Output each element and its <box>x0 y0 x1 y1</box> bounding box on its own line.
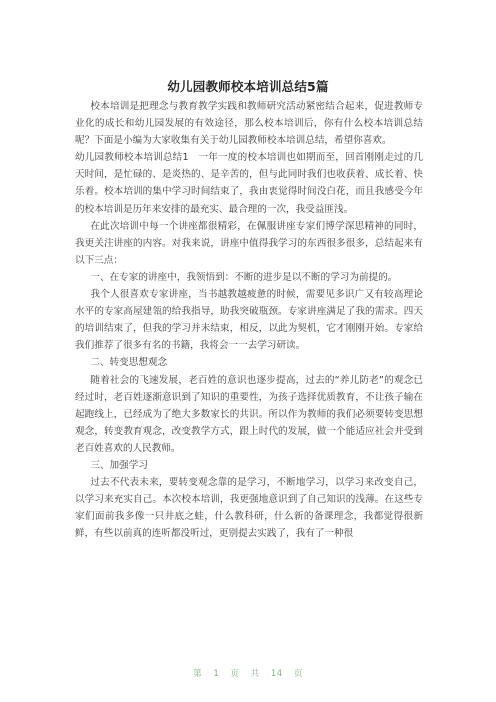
paragraph-summary-1: 幼儿园教师校本培训总结1 一年一度的校本培训也如期而至，回首刚刚走过的几天时间，是忙碌的、是炎热的、是辛苦的，但与此同时我们也收获着、成长着、快乐着。校本培训的集中学习时间结束了，我由衷觉得时间没白花，而且我感受今年的校本培训是历年来安排的最充实、最合理的一次，我受益匪浅。 <box>75 152 423 215</box>
paragraph-intro: 校本培训是把理念与教育教学实践和教师研究活动紧密结合起来，促进教师专业化的成长和幼儿园发展的有效途径，那么校本培训后，你有什么校本培训总结呢？下面是小编为大家收集有关于幼儿园教师校本培训总结，希望你喜欢。 <box>75 101 423 147</box>
section-heading-1: 一、在专家的讲座中，我领悟到：不断的进步是以不断的学习为前提的。 <box>90 271 398 283</box>
document-body <box>75 98 423 542</box>
paragraph-expert-lectures: 我个人很喜欢专家讲座，当书越教越疲惫的时候，需要见多识广又有较高理论水平的专家高屋建瓴的给我指导，助我突破瓶颈。专家讲座满足了我的需求。四天的培训结束了，但我的学习并未结束，相反，以此为契机，它才刚刚开始。专家给我们推荐了很多有名的书籍，我将会一一去学习研读。 <box>75 289 423 352</box>
page-footer: 第 1 页 共 14 页 <box>193 669 303 679</box>
document-title: 幼儿园教师校本培训总结5篇 <box>167 79 329 94</box>
paragraph-strengthen-learning: 过去不代表未来，要转变观念靠的是学习，不断地学习，以学习来改变自己，以学习来充实自己。本次校本培训，我更强地意识到了自己知识的浅薄。在这些专家们面前我多像一只井底之蛙，什么教科研，什么新的备课理念，我都觉得很新鲜，有些以前真的连听都没听过，更别提去实践了，我有了一种很 <box>75 477 423 540</box>
paragraph-lectures: 在此次培训中每一个讲座都很精彩，在佩服讲座专家们博学深思精神的同时，我更关注讲座的内容。对我来说，讲座中值得我学习的东西很多很多，总结起来有以下三点： <box>75 220 423 266</box>
section-heading-3: 三、加强学习 <box>90 459 148 471</box>
section-heading-2: 二、转变思想观念 <box>90 357 168 369</box>
paragraph-change-thinking: 随着社会的飞速发展，老百姓的意识也逐步提高，过去的“养儿防老”的观念已经过时，老百姓逐渐意识到了知识的重要性，为孩子选择优质教育，不让孩子输在起跑线上，已经成为了绝大多数家长的共识。所以作为教师的我们必须要转变思想观念，转变教育观念，改变教学方式，跟上时代的发展，做一个能适应社会并受到老百姓喜欢的人民教师。 <box>75 374 423 454</box>
